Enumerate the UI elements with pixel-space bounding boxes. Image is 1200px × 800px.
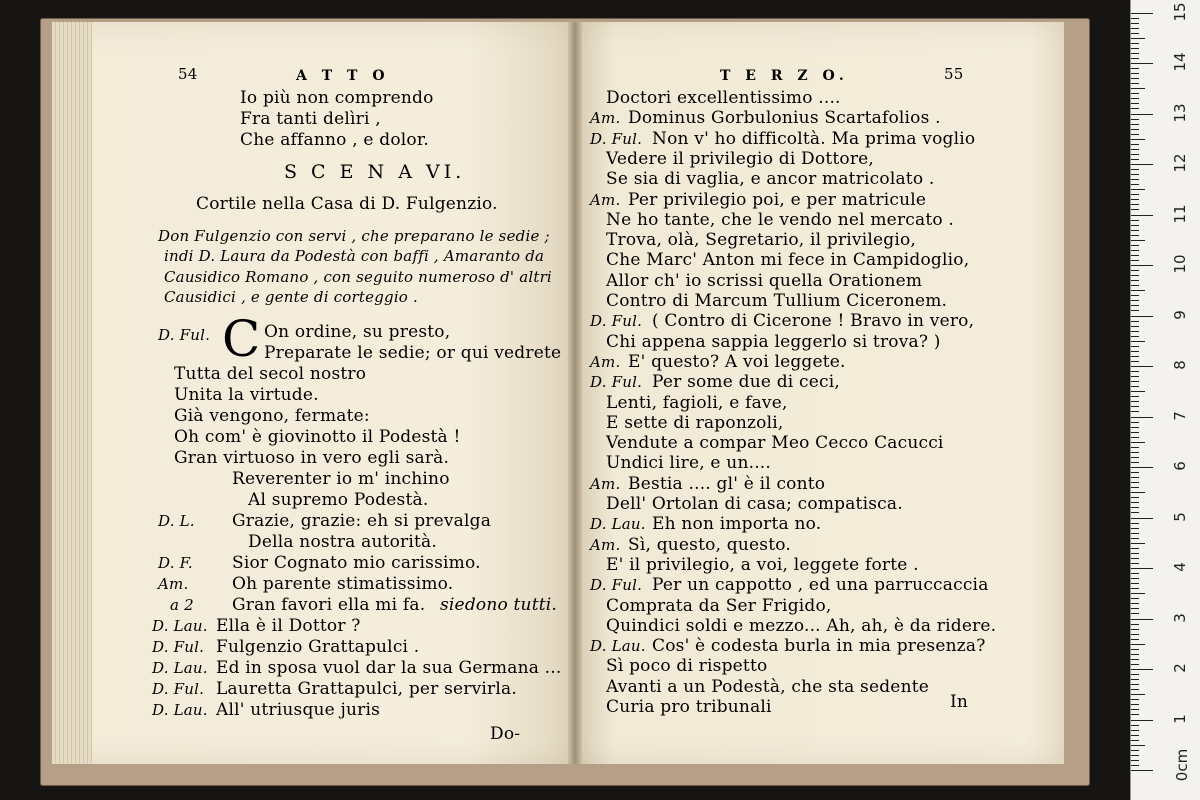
verse-line: Già vengono, fermate: xyxy=(174,406,370,426)
ruler-tick xyxy=(1131,58,1139,59)
dialogue-text: Della nostra autorità. xyxy=(248,532,437,552)
left-running-head: A T T O xyxy=(296,68,390,84)
ruler-tick xyxy=(1131,129,1139,130)
ruler-tick xyxy=(1131,235,1139,236)
ruler-tick xyxy=(1131,275,1139,276)
ruler-tick xyxy=(1131,659,1139,660)
ruler-tick xyxy=(1131,381,1139,382)
ruler-tick xyxy=(1131,649,1139,650)
ruler-tick xyxy=(1131,73,1139,74)
dialogue-text: Bestia .... gl' è il conto xyxy=(628,473,826,494)
ruler-number: 6 xyxy=(1171,461,1189,471)
verse-line: Unita la virtude. xyxy=(174,385,319,405)
dialogue-text: Sì poco di rispetto xyxy=(606,656,768,677)
ruler-tick xyxy=(1131,280,1139,281)
stage-direction-line: Causidici , e gente di corteggio . xyxy=(164,288,418,306)
scene-setting: Cortile nella Casa di D. Fulgenzio. xyxy=(196,194,498,214)
ruler-tick xyxy=(1131,735,1139,736)
ruler-number: 13 xyxy=(1171,102,1189,123)
dialogue-text: Per privilegio poi, e per matricule xyxy=(628,189,927,210)
dialogue-text: Comprata da Ser Frigido, xyxy=(606,595,832,616)
left-page-number: 54 xyxy=(178,65,198,83)
ruler-tick xyxy=(1131,366,1153,367)
ruler-number: 4 xyxy=(1171,562,1189,572)
ruler-tick xyxy=(1131,184,1139,185)
dialogue-text: Avanti a un Podestà, che sta sedente xyxy=(606,676,930,697)
verse-line: Oh com' è giovinotto il Podestà ! xyxy=(174,427,461,447)
ruler-tick xyxy=(1131,13,1153,14)
ruler-tick xyxy=(1131,745,1145,746)
ruler-tick xyxy=(1131,512,1139,513)
ruler-number: 12 xyxy=(1171,153,1189,173)
speaker: D. Ful. xyxy=(158,326,211,344)
catchword: In xyxy=(950,692,969,712)
ruler-tick xyxy=(1131,108,1139,109)
ruler-tick xyxy=(1131,578,1139,579)
dialogue-text: E' questo? A voi leggete. xyxy=(628,351,846,372)
ruler-tick xyxy=(1131,553,1139,554)
verse-line: Reverenter io m' inchino xyxy=(232,469,450,489)
speaker: D. Ful. xyxy=(590,576,643,595)
ruler-tick xyxy=(1131,497,1139,498)
dialogue-text: Lauretta Grattapulci, per servirla. xyxy=(216,679,517,699)
speaker: D. F. xyxy=(158,554,193,572)
ruler-tick xyxy=(1131,164,1153,165)
ruler-tick xyxy=(1131,654,1139,655)
verse-line: Tutta del secol nostro xyxy=(174,364,367,384)
ruler-tick xyxy=(1131,583,1139,584)
ruler-tick xyxy=(1131,179,1139,180)
ruler-tick xyxy=(1131,492,1145,493)
drop-cap: C xyxy=(222,310,261,368)
ruler-tick xyxy=(1131,119,1139,120)
ruler-tick xyxy=(1131,548,1139,549)
ruler-tick xyxy=(1131,644,1145,645)
speaker: D. Ful. xyxy=(590,129,643,148)
ruler-tick xyxy=(1131,507,1139,508)
speaker: D. Lau. xyxy=(590,637,646,656)
ruler-tick xyxy=(1131,689,1139,690)
ruler-tick xyxy=(1131,457,1139,458)
speaker: D. Ful. xyxy=(152,680,205,698)
right-running-head: T E R Z O. xyxy=(720,68,849,84)
dialogue-text: Curia pro tribunali xyxy=(606,697,772,717)
ruler-tick xyxy=(1131,159,1139,160)
dialogue-text: Ella è il Dottor ? xyxy=(216,616,361,636)
dialogue-text: E' il privilegio, a voi, leggete forte . xyxy=(606,554,919,575)
ruler-tick xyxy=(1131,63,1153,64)
speaker: Am. xyxy=(590,109,621,128)
dialogue-text: Quindici soldi e mezzo... Ah, ah, è da ridere. xyxy=(606,615,997,636)
ruler-tick xyxy=(1131,543,1145,544)
ruler-tick xyxy=(1131,285,1139,286)
ruler-tick xyxy=(1131,376,1139,377)
catchword: Do- xyxy=(490,724,521,744)
ruler-tick xyxy=(1131,634,1139,635)
ruler-tick xyxy=(1131,290,1145,291)
ruler-tick xyxy=(1131,18,1139,19)
dialogue-text: Ne ho tante, che le vendo nel mercato . xyxy=(606,209,954,230)
ruler-tick xyxy=(1131,740,1139,741)
ruler-tick xyxy=(1131,684,1139,685)
ruler-tick xyxy=(1131,669,1153,670)
ruler-unit-label: 0cm xyxy=(1173,748,1191,782)
ruler-tick xyxy=(1131,437,1139,438)
dialogue-text: Oh parente stimatissimo. xyxy=(232,574,454,594)
ruler-tick xyxy=(1131,305,1139,306)
ruler-tick xyxy=(1131,593,1145,594)
ruler-tick xyxy=(1131,709,1139,710)
ruler-tick xyxy=(1131,639,1139,640)
ruler-tick xyxy=(1131,250,1139,251)
ruler-tick xyxy=(1131,502,1139,503)
ruler-tick xyxy=(1131,326,1139,327)
ruler-tick xyxy=(1131,88,1145,89)
ruler-tick xyxy=(1131,679,1139,680)
ruler-tick xyxy=(1131,270,1139,271)
ruler-tick xyxy=(1131,760,1139,761)
ruler-tick xyxy=(1131,770,1153,771)
ruler-tick xyxy=(1131,447,1139,448)
dialogue-text: Chi appena sappia leggerlo si trova? ) xyxy=(606,331,941,352)
speaker: Am. xyxy=(590,535,621,554)
ruler-tick xyxy=(1131,295,1139,296)
ruler-tick xyxy=(1131,396,1139,397)
ruler-tick xyxy=(1131,406,1139,407)
ruler-tick xyxy=(1131,755,1139,756)
ruler-tick xyxy=(1131,240,1145,241)
ruler-tick xyxy=(1131,28,1139,29)
speaker: Am. xyxy=(158,575,189,593)
ruler-tick xyxy=(1131,114,1153,115)
ruler-tick xyxy=(1131,730,1139,731)
ruler-tick xyxy=(1131,427,1139,428)
ruler-number: 11 xyxy=(1171,203,1189,224)
speaker: D. Lau. xyxy=(590,515,646,534)
ruler-tick xyxy=(1131,482,1139,483)
dialogue-text: Che Marc' Anton mi fece in Campidoglio, xyxy=(606,250,970,271)
ruler-tick xyxy=(1131,720,1153,721)
dialogue-text: Gran favori ella mi fa. xyxy=(232,595,426,615)
ruler-tick xyxy=(1131,523,1139,524)
dialogue-text: Fulgenzio Grattapulci . xyxy=(216,637,420,657)
measurement-ruler xyxy=(1130,0,1200,800)
dialogue-text: Dell' Ortolan di casa; compatisca. xyxy=(606,494,903,514)
ruler-tick xyxy=(1131,215,1153,216)
ruler-number: 2 xyxy=(1171,663,1189,673)
dialogue-text: Trova, olà, Segretario, il privilegio, xyxy=(606,230,917,251)
ruler-tick xyxy=(1131,699,1139,700)
ruler-tick xyxy=(1131,568,1153,569)
stage-direction: siedono tutti. xyxy=(440,595,558,615)
ruler-tick xyxy=(1131,98,1139,99)
ruler-tick xyxy=(1131,603,1139,604)
ruler-tick xyxy=(1131,209,1139,210)
ruler-tick xyxy=(1131,528,1139,529)
ruler-tick xyxy=(1131,619,1153,620)
ruler-tick xyxy=(1131,538,1139,539)
dialogue-text: Sì, questo, questo. xyxy=(628,534,791,555)
ruler-number: 3 xyxy=(1171,612,1189,623)
dialogue-text: E sette di raponzoli, xyxy=(606,412,784,433)
ruler-tick xyxy=(1131,199,1139,200)
ruler-number: 7 xyxy=(1171,410,1189,421)
ruler-tick xyxy=(1131,53,1139,54)
ruler-number: 10 xyxy=(1171,254,1189,274)
ruler-tick xyxy=(1131,518,1153,519)
ruler-tick xyxy=(1131,558,1139,559)
dialogue-text: Eh non importa no. xyxy=(652,514,822,535)
stage-direction-line: Don Fulgenzio con servi , che preparano le sedie ; xyxy=(158,227,550,245)
ruler-tick xyxy=(1131,220,1139,221)
speaker: D. Lau. xyxy=(152,701,208,719)
ruler-tick xyxy=(1131,204,1139,205)
ruler-tick xyxy=(1131,371,1139,372)
dialogue-text: Vedere il privilegio di Dottore, xyxy=(606,148,875,169)
ruler-tick xyxy=(1131,588,1139,589)
speaker: D. Lau. xyxy=(152,659,208,677)
ruler-tick xyxy=(1131,134,1139,135)
ruler-tick xyxy=(1131,750,1139,751)
ruler-tick xyxy=(1131,725,1139,726)
dialogue-text: Grazie, grazie: eh si prevalga xyxy=(232,511,492,531)
ruler-tick xyxy=(1131,245,1139,246)
ruler-tick xyxy=(1131,225,1139,226)
text-line: On ordine, su presto, xyxy=(264,322,451,342)
ruler-tick xyxy=(1131,401,1139,402)
ruler-tick xyxy=(1131,33,1139,34)
ruler-tick xyxy=(1131,139,1145,140)
ruler-tick xyxy=(1131,704,1139,705)
text-line: Che affanno , e dolor. xyxy=(240,130,429,150)
ruler-tick xyxy=(1131,765,1139,766)
ruler-tick xyxy=(1131,432,1139,433)
speaker: D. Ful. xyxy=(152,638,205,656)
dialogue-text: Doctori excellentissimo .... xyxy=(606,88,841,108)
dialogue-text: Lenti, fagioli, e fave, xyxy=(606,392,788,413)
ruler-tick xyxy=(1131,23,1139,24)
speaker: Am. xyxy=(590,190,621,209)
ruler-tick xyxy=(1131,563,1139,564)
ruler-number: 15 xyxy=(1171,1,1189,22)
dialogue-text: ( Contro di Cicerone ! Bravo in vero, xyxy=(652,311,975,332)
text-line: Preparate le sedie; or qui vedrete xyxy=(264,343,562,363)
ruler-tick xyxy=(1131,189,1145,190)
ruler-tick xyxy=(1131,664,1139,665)
ruler-tick xyxy=(1131,391,1145,392)
ruler-tick xyxy=(1131,608,1139,609)
ruler-tick xyxy=(1131,356,1139,357)
ruler-tick xyxy=(1131,300,1139,301)
ruler-tick xyxy=(1131,694,1145,695)
speaker: D. Lau. xyxy=(152,617,208,635)
dialogue-text: Cos' è codesta burla in mia presenza? xyxy=(652,636,986,657)
ruler-tick xyxy=(1131,386,1139,387)
ruler-tick xyxy=(1131,265,1153,266)
dialogue-text: All' utriusque juris xyxy=(216,700,381,720)
ruler-tick xyxy=(1131,573,1139,574)
dialogue-text: Vendute a compar Meo Cecco Cacucci xyxy=(606,433,944,454)
dialogue-text: Contro di Marcum Tullium Ciceronem. xyxy=(606,291,948,311)
ruler-number: 5 xyxy=(1171,511,1189,522)
ruler-tick xyxy=(1131,144,1139,145)
ruler-tick xyxy=(1131,331,1139,332)
verse-line: Al supremo Podestà. xyxy=(248,490,429,510)
ruler-tick xyxy=(1131,472,1139,473)
ruler-tick xyxy=(1131,230,1139,231)
dialogue-text: Allor ch' io scrissi quella Orationem xyxy=(606,270,923,291)
ruler-tick xyxy=(1131,310,1139,311)
ruler-tick xyxy=(1131,336,1139,337)
ruler-tick xyxy=(1131,103,1139,104)
text-line: Io più non comprendo xyxy=(240,88,434,108)
ruler-tick xyxy=(1131,624,1139,625)
speaker: a 2 xyxy=(170,596,194,614)
ruler-tick xyxy=(1131,629,1139,630)
speaker: D. Ful. xyxy=(590,312,643,331)
ruler-number: 8 xyxy=(1171,360,1189,370)
ruler-number: 9 xyxy=(1171,309,1189,320)
ruler-tick xyxy=(1131,149,1139,150)
ruler-tick xyxy=(1131,194,1139,195)
ruler-tick xyxy=(1131,714,1139,715)
ruler-tick xyxy=(1131,48,1139,49)
scene-title: S C E N A VI. xyxy=(284,161,466,183)
dialogue-text: Per some due di ceci, xyxy=(652,372,840,393)
ruler-tick xyxy=(1131,452,1139,453)
ruler-tick xyxy=(1131,154,1139,155)
ruler-tick xyxy=(1131,316,1153,317)
ruler-tick xyxy=(1131,68,1139,69)
ruler-tick xyxy=(1131,174,1139,175)
ruler-tick xyxy=(1131,255,1139,256)
ruler-tick xyxy=(1131,613,1139,614)
dialogue-text: Undici lire, e un.... xyxy=(606,453,772,474)
dialogue-text: Non v' ho difficoltà. Ma prima voglio xyxy=(652,128,976,149)
speaker: Am. xyxy=(590,352,621,371)
book-gutter xyxy=(568,22,582,764)
dialogue-text: Ed in sposa vuol dar la sua Germana ... xyxy=(216,658,562,678)
ruler-tick xyxy=(1131,417,1153,418)
ruler-tick xyxy=(1131,78,1139,79)
dialogue-text: Dominus Gorbulonius Scartafolios . xyxy=(628,108,941,129)
ruler-tick xyxy=(1131,598,1139,599)
page-edges xyxy=(52,22,92,764)
ruler-tick xyxy=(1131,93,1139,94)
stage-direction-line: Causidico Romano , con seguito numeroso d' altri xyxy=(164,268,552,286)
ruler-tick xyxy=(1131,533,1139,534)
speaker: Am. xyxy=(590,474,621,493)
ruler-tick xyxy=(1131,411,1139,412)
ruler-tick xyxy=(1131,346,1139,347)
right-page-number: 55 xyxy=(944,65,964,83)
ruler-tick xyxy=(1131,169,1139,170)
ruler-tick xyxy=(1131,422,1139,423)
speaker: D. L. xyxy=(158,512,195,530)
ruler-tick xyxy=(1131,361,1139,362)
ruler-tick xyxy=(1131,321,1139,322)
ruler-tick xyxy=(1131,477,1139,478)
ruler-number: 14 xyxy=(1171,52,1189,72)
verse-line: Gran virtuoso in vero egli sarà. xyxy=(174,448,450,468)
speaker: D. Ful. xyxy=(590,373,643,392)
ruler-tick xyxy=(1131,341,1145,342)
dialogue-text: Sior Cognato mio carissimo. xyxy=(232,553,481,573)
ruler-number: 1 xyxy=(1171,713,1189,724)
dialogue-text: Per un cappotto , ed una parruccaccia xyxy=(652,575,989,596)
ruler-tick xyxy=(1131,442,1145,443)
ruler-tick xyxy=(1131,351,1139,352)
stage-direction-line: indi D. Laura da Podestà con baffi , Amaranto da xyxy=(164,247,545,265)
ruler-tick xyxy=(1131,462,1139,463)
ruler-tick xyxy=(1131,83,1139,84)
dialogue-text: Se sia di vaglia, e ancor matricolato . xyxy=(606,169,935,190)
text-line: Fra tanti delìri , xyxy=(240,109,381,129)
ruler-tick xyxy=(1131,260,1139,261)
ruler-tick xyxy=(1131,43,1139,44)
ruler-tick xyxy=(1131,674,1139,675)
ruler-tick xyxy=(1131,487,1139,488)
ruler-tick xyxy=(1131,38,1145,39)
ruler-tick xyxy=(1131,467,1153,468)
ruler-tick xyxy=(1131,124,1139,125)
